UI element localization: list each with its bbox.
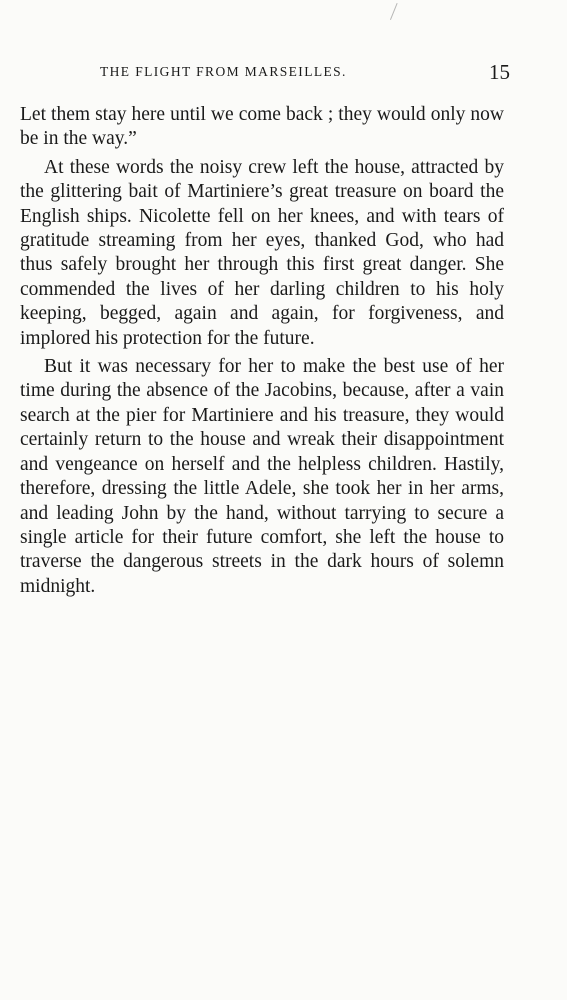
paragraph-3: But it was necessary for her to make the best use of her time during the absence of the Jacobins, because, after a vain search at the pier for Martiniere and his treasure, they would certainly return to the house and wreak their disappointment and vengeance on herself and the helpless children. Hastily, therefore, dressing the little Adele, she took her in her arms, and leading John by the hand, without tarrying to secure a single article for their future comfort, she left the house to traverse the dangerous streets in the dark hours of solemn midnight. [20,356,504,597]
paragraph-2: At these words the noisy crew left the house, attracted by the glittering bait of Martiniere’s great treasure on board the English ships. Nicolette fell on her knees, and with tears of gratitude streaming from her eyes, thanked God, who had thus safely brought her through this first great danger. She commended the lives of her darling children to his holy keeping, begged, again and again, for forgiveness, and implored his protection for the future. [20,156,504,349]
page-number: 15 [489,60,510,84]
body-text [20,103,504,603]
running-head: THE FLIGHT FROM MARSEILLES. [100,64,347,79]
pencil-mark [390,3,405,23]
page-header [20,60,510,88]
paragraph-1: Let them stay here until we come back ; they would only now be in the way.” [20,104,504,150]
